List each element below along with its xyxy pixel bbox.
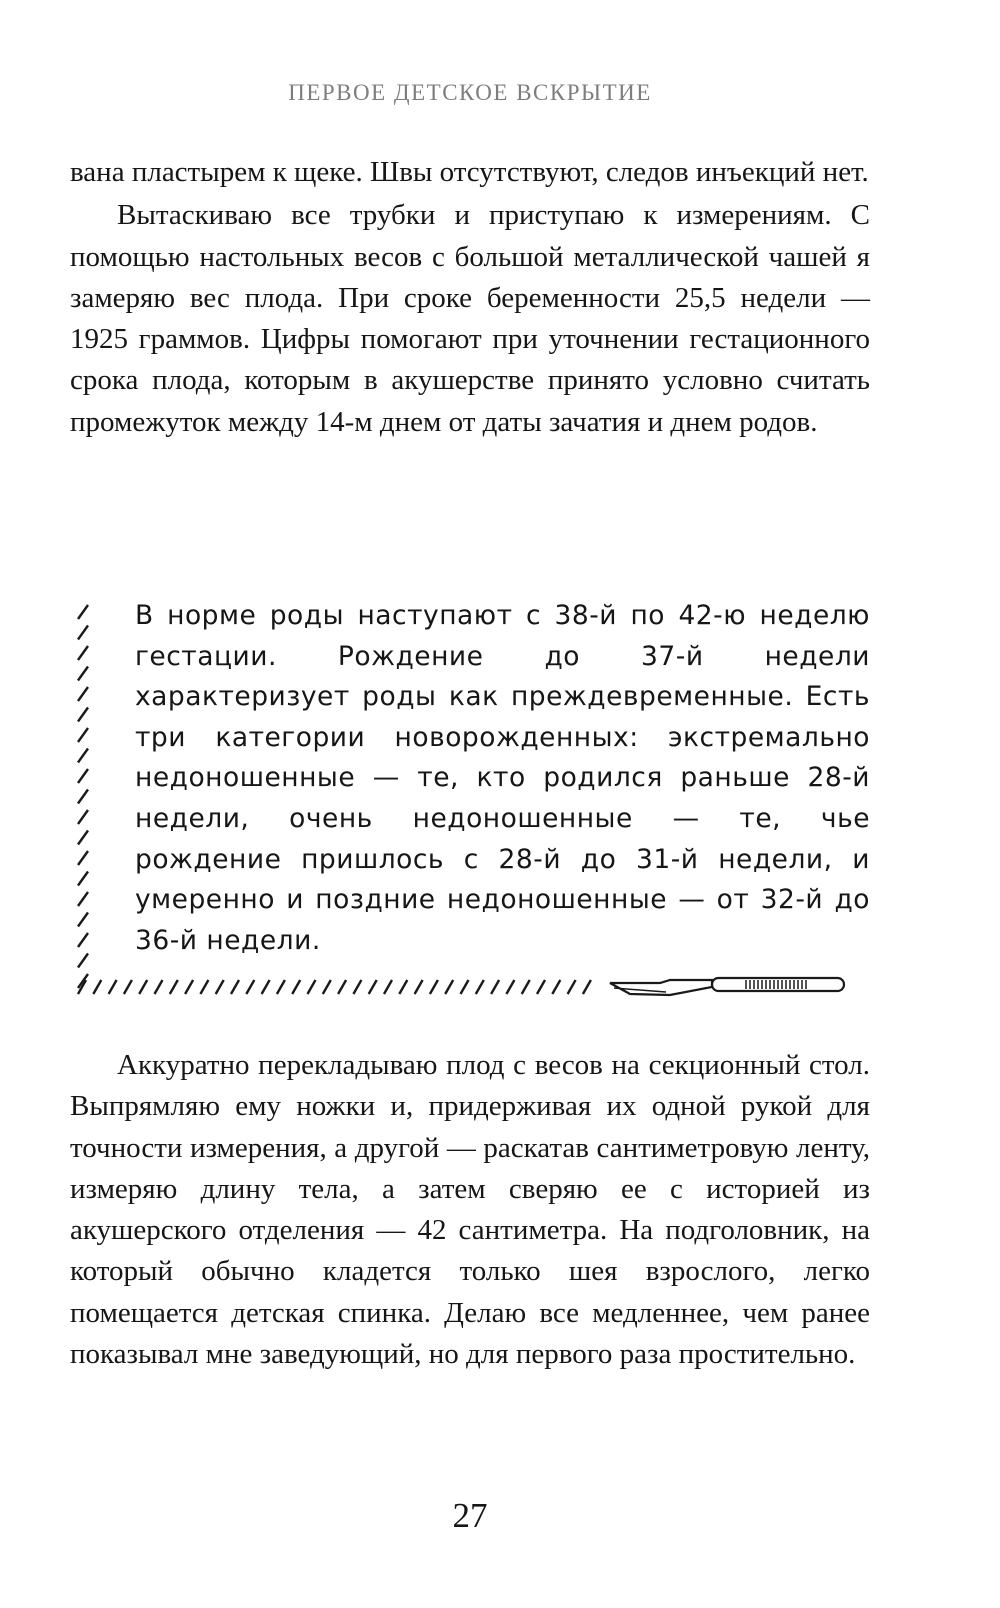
paragraph-measurements: Вытаскиваю все трубки и приступаю к измерениям. С помощью настольных весов с большой металлической чашей я замеряю вес плода. При сроке беременности 25,5 недели — 1925 граммов. Цифры помогают при уточнении гестационного срока плода, которым в акушерстве принято условно считать промежуток между 14-м днем от даты зачатия и днем родов. [70,199,870,438]
info-note [135,596,870,961]
scalpel-icon [610,978,844,995]
text-block-top [70,152,870,443]
text-block-bottom [70,1045,870,1375]
running-title: ПЕРВОЕ ДЕТСКОЕ ВСКРЫТИЕ [288,80,652,105]
paragraph-continuation: вана пластырем к щеке. Швы отсутствуют, следов инъекций нет. [70,156,869,188]
page-number: 27 [452,1496,488,1535]
paragraph-table: Аккуратно перекладываю плод с весов на секционный стол. Выпрямляю ему ножки и, придерживая их одной рукой для точности измерения, а другой — раскатав сантиметровую ленту, измеряю длину тела, а затем сверяю ее с историей из акушерского отделения — 42 сантиметра. На подголовник, на который обычно кладется только шея взрослого, легко помещается детская спинка. Делаю все медленнее, чем ранее показывал мне заведующий, но для первого раза простительно. [70,1049,870,1371]
note-frame-left-hatching [78,605,88,988]
note-frame-bottom-hatching [78,980,591,994]
note-text: В норме роды наступают с 38-й по 42-ю неделю гестации. Рождение до 37-й недели характеризует роды как преждевременные. Есть три категории новорожденных: экстремально недоношенные — те, кто родился раньше 28-й недели, очень недоношенные — те, чье рождение пришлось с 28-й до 31-й недели, и умеренно и поздние недоношенные — от 32-й до 36-й недели. [135,600,870,956]
